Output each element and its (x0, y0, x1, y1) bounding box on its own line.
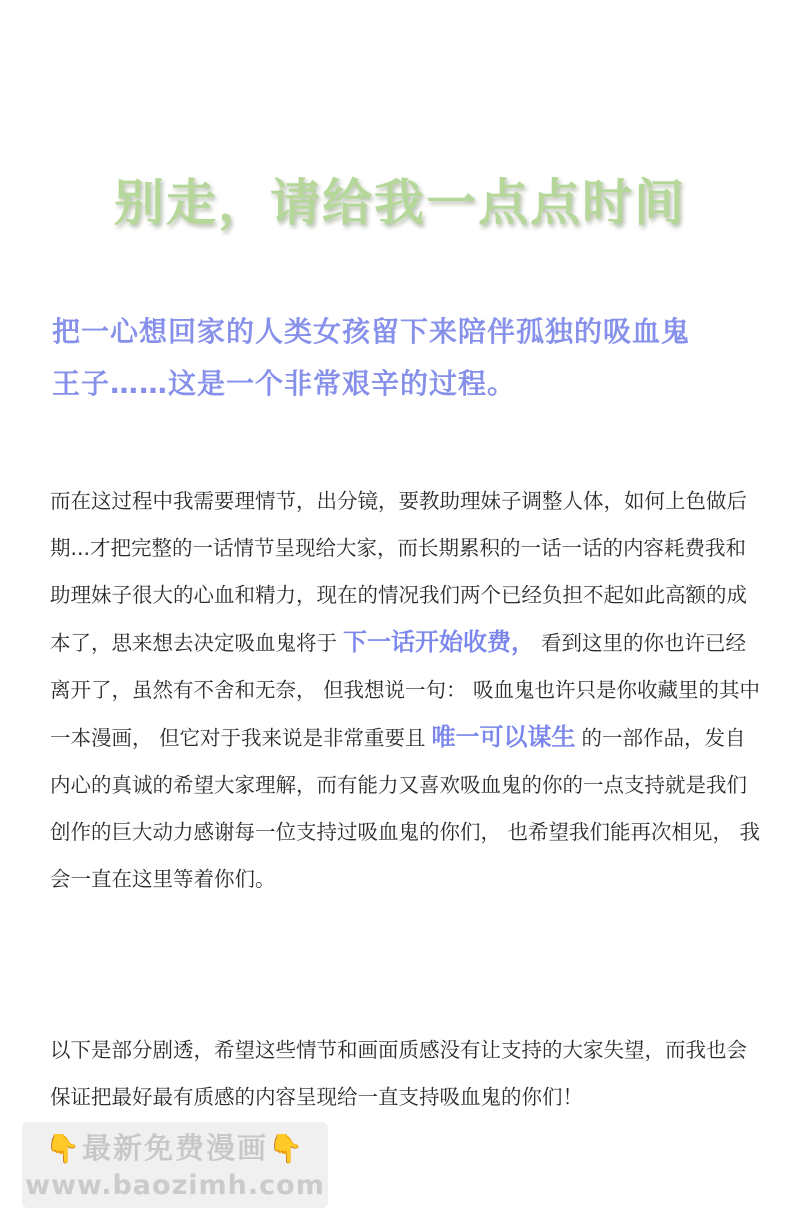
watermark (22, 1122, 328, 1208)
subtitle-line-2: 王子……这是一个非常艰辛的过程。 (52, 367, 517, 400)
page-headline: 别走，请给我一点点时间 (114, 174, 686, 232)
body-text-part-2: 看到这里的你也许已经离开了，虽然有不舍和无奈， 但我想说一句： 吸血鬼也许只是你收藏里的其中一本漫画， 但它对于我来说是非常重要且 (50, 631, 761, 750)
spoiler-note: 以下是部分剧透，希望这些情节和画面质感没有让支持的大家失望，而我也会保证把最好最有质感的内容呈现给一直支持吸血鬼的你们！ (50, 1038, 747, 1109)
pointing-down-icon: 👇 (45, 1132, 82, 1165)
pointing-down-icon: 👇 (268, 1132, 305, 1165)
watermark-title-row (22, 1128, 328, 1169)
subtitle (52, 306, 762, 410)
body-paragraph (50, 478, 762, 903)
watermark-title: 最新免费漫画 (81, 1131, 268, 1165)
highlight-paid-notice: 下一话开始收费， (343, 628, 535, 656)
subtitle-line-1: 把一心想回家的人类女孩留下来陪伴孤独的吸血鬼 (52, 315, 691, 348)
highlight-livelihood: 唯一可以谋生 (431, 723, 576, 751)
watermark-url: www.baozimh.com (25, 1170, 325, 1201)
body-text-part-1: 而在这过程中我需要理情节，出分镜，要教助理妹子调整人体，如何上色做后期...才把完整的一话情节呈现给大家，而长期累积的一话一话的内容耗费我和助理妹子很大的心血和精力，现在的情况我们两个已经负担不起如此高额的成本了，思来想去决定吸血鬼将于 (50, 489, 747, 655)
body-text-part-3: 的一部作品，发自内心的真诚的希望大家理解，而有能力又喜欢吸血鬼的你的一点支持就是我们创作的巨大动力感谢每一位支持过吸血鬼的你们， 也希望我们能再次相见， 我会一直在这里等着你们。 (50, 726, 761, 891)
